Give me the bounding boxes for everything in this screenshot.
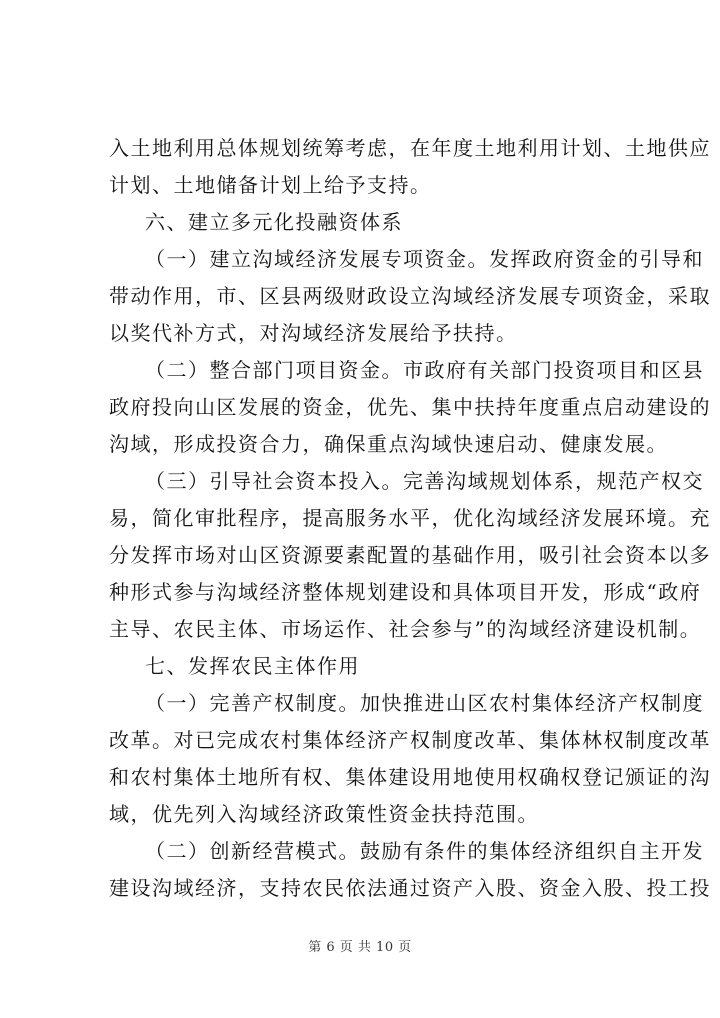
text-line: 政府投向山区发展的资金，优先、集中扶持年度重点启动建设的 xyxy=(109,395,711,419)
text-line: 计划、土地储备计划上给予支持。 xyxy=(109,173,432,197)
text-line: （二）整合部门项目资金。市政府有关部门投资项目和区县 xyxy=(145,358,704,382)
text-line: 种形式参与沟域经济整体规划建设和具体项目开发，形成“政府 xyxy=(109,580,702,604)
page-footer: 第 6 页 共 10 页 xyxy=(308,940,412,955)
text-line: 带动作用，市、区县两级财政设立沟域经济发展专项资金，采取 xyxy=(109,284,711,308)
text-line: 改革。对已完成农村集体经济产权制度改革、集体林权制度改革 xyxy=(109,728,711,752)
text-line: 以奖代补方式，对沟域经济发展给予扶持。 xyxy=(109,321,518,345)
text-line: 域，优先列入沟域经济政策性资金扶持范围。 xyxy=(109,802,539,826)
text-line: 沟域，形成投资合力，确保重点沟域快速启动、健康发展。 xyxy=(109,432,668,456)
text-line: （三）引导社会资本投入。完善沟域规划体系，规范产权交 xyxy=(145,469,704,493)
text-line: 和农村集体土地所有权、集体建设用地使用权确权登记颁证的沟 xyxy=(109,765,711,789)
text-line: 分发挥市场对山区资源要素配置的基础作用，吸引社会资本以多 xyxy=(109,543,711,567)
document-body xyxy=(109,130,711,907)
text-line: （一）建立沟域经济发展专项资金。发挥政府资金的引导和 xyxy=(145,247,704,271)
text-line: 六、建立多元化投融资体系 xyxy=(145,210,403,234)
text-line: 主导、农民主体、市场运作、社会参与”的沟域经济建设机制。 xyxy=(109,617,702,641)
text-line: 易，简化审批程序，提高服务水平，优化沟域经济发展环境。充 xyxy=(109,506,711,530)
text-line: 建设沟域经济，支持农民依法通过资产入股、资金入股、投工投 xyxy=(109,876,711,900)
text-line: 入土地利用总体规划统筹考虑，在年度土地利用计划、土地供应 xyxy=(109,136,711,160)
text-line: （二）创新经营模式。鼓励有条件的集体经济组织自主开发 xyxy=(145,839,704,863)
text-line: （一）完善产权制度。加快推进山区农村集体经济产权制度 xyxy=(145,691,704,715)
text-line: 七、发挥农民主体作用 xyxy=(145,654,360,678)
